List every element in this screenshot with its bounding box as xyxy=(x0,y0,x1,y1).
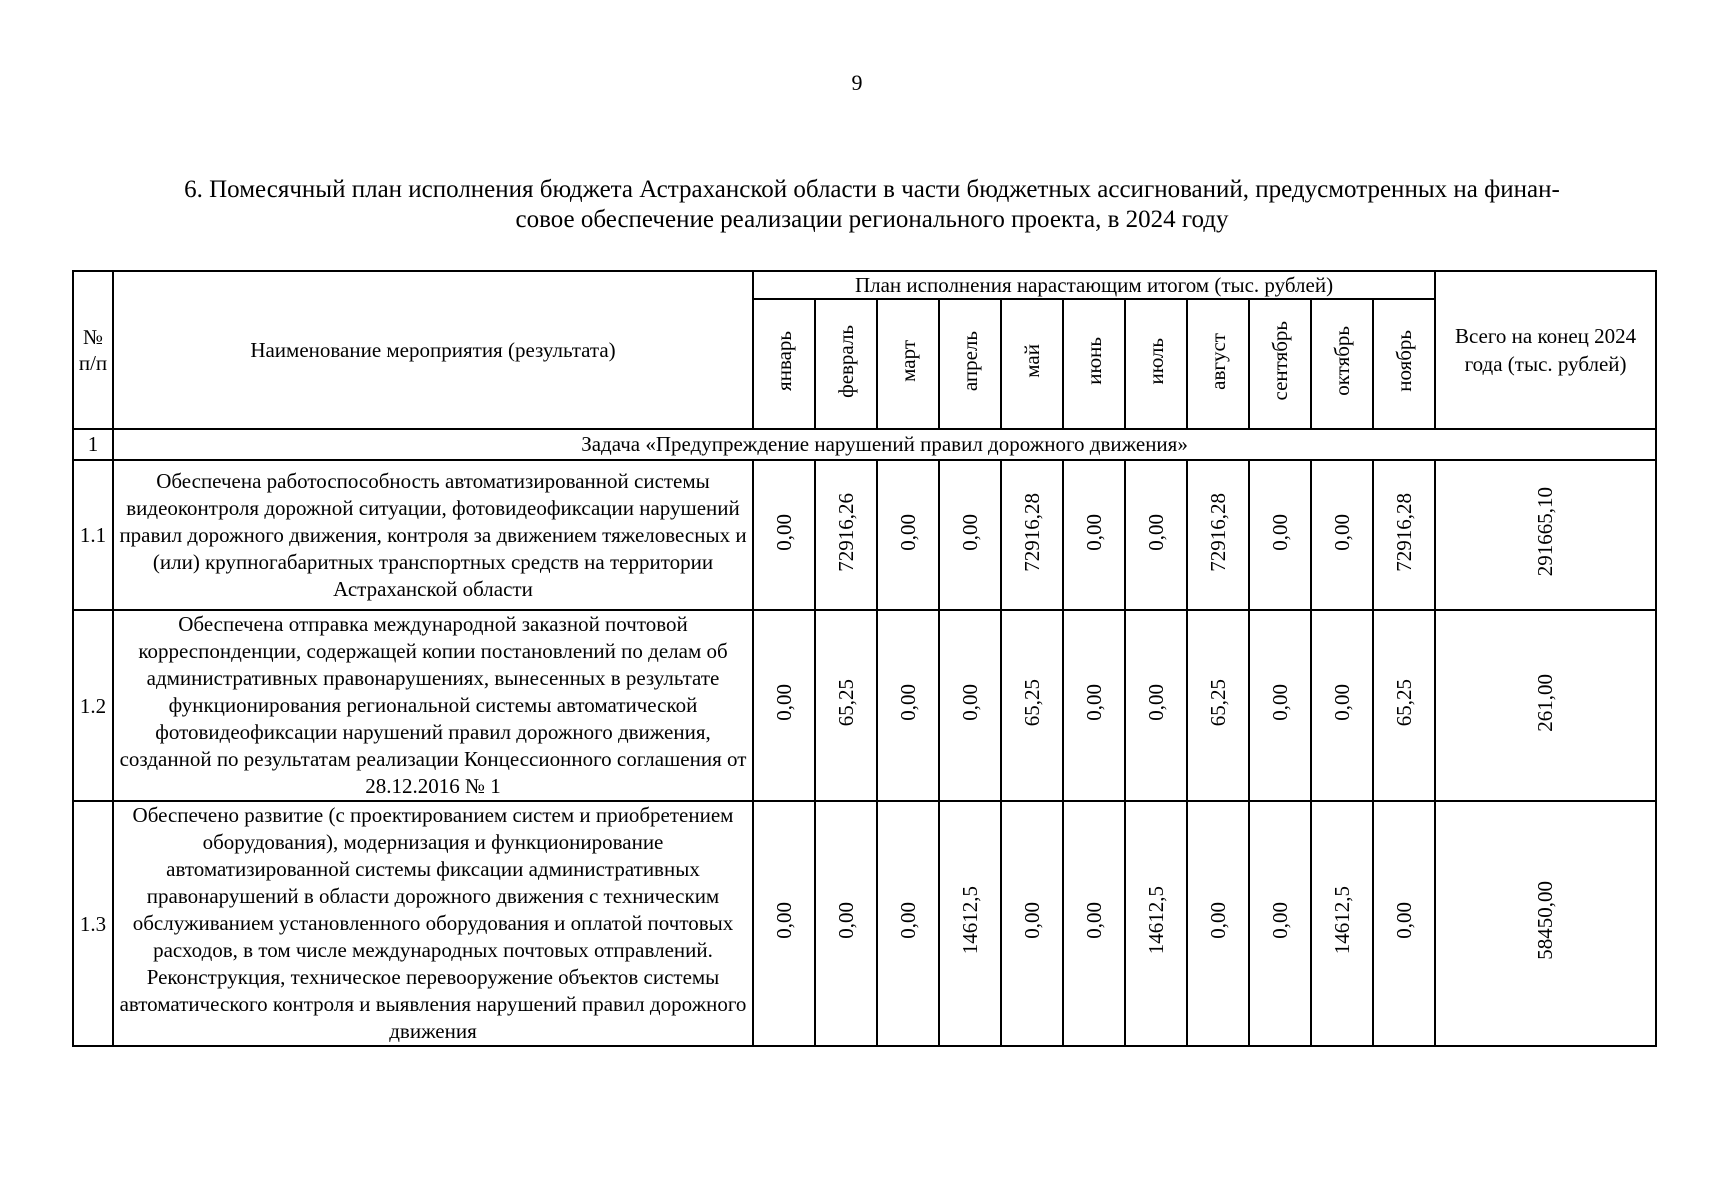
month-value: 0,00 xyxy=(895,513,920,551)
month-value-cell xyxy=(939,460,1001,610)
task-title: Задача «Предупреждение нарушений правил дорожного движения» xyxy=(113,429,1656,460)
month-label: январь xyxy=(771,331,796,391)
month-value-cell xyxy=(1125,460,1187,610)
month-value: 0,00 xyxy=(1081,513,1106,551)
month-value: 0,00 xyxy=(771,902,796,939)
month-value-cell xyxy=(1001,460,1063,610)
month-value-cell xyxy=(1249,801,1311,1046)
month-value: 0,00 xyxy=(1081,902,1106,939)
row-total: 261,00 xyxy=(1533,673,1558,732)
month-value: 0,00 xyxy=(1267,684,1292,721)
header-name: Наименование мероприятия (результата) xyxy=(113,271,753,429)
month-value-cell xyxy=(1125,610,1187,801)
month-value-cell xyxy=(1249,610,1311,801)
month-value-cell xyxy=(1373,460,1435,610)
month-value-cell xyxy=(939,610,1001,801)
month-value-cell xyxy=(1125,801,1187,1046)
month-value: 72916,28 xyxy=(1019,492,1044,572)
month-value-cell xyxy=(1187,801,1249,1046)
month-value-cell xyxy=(1063,610,1125,801)
month-value: 0,00 xyxy=(895,902,920,939)
month-value-cell xyxy=(1063,460,1125,610)
task-num: 1 xyxy=(73,429,113,460)
month-value: 72916,28 xyxy=(1205,492,1230,572)
month-value: 0,00 xyxy=(957,513,982,551)
month-value: 0,00 xyxy=(1267,513,1292,551)
row-name: Обеспечено развитие (с проектированием систем и приобретением оборудования), модернизация и функционирование автоматизированной системы фиксации административных правонарушений в области дорожного движения с техническим обслуживанием установленного оборудования и оплатой почтовых расходов, в том числе международных почтовых отправлений. Реконструкция, техническое перевооружение объектов системы автоматического контроля и выявления нарушений правил дорожного движения xyxy=(113,801,753,1046)
month-value-cell xyxy=(1063,801,1125,1046)
table-row xyxy=(73,610,1656,801)
month-label: март xyxy=(895,340,920,382)
month-value-cell xyxy=(1373,801,1435,1046)
month-value: 0,00 xyxy=(771,684,796,721)
month-value-cell xyxy=(815,801,877,1046)
month-value-cell xyxy=(1311,610,1373,801)
table-row xyxy=(73,460,1656,610)
task-row xyxy=(73,429,1656,460)
row-total: 291665,10 xyxy=(1533,487,1558,577)
month-value: 0,00 xyxy=(771,513,796,551)
header-total: Всего на конец 2024 года (тыс. рублей) xyxy=(1435,271,1656,429)
month-value: 14612,5 xyxy=(957,886,982,955)
month-value: 72916,26 xyxy=(833,492,858,572)
month-label: сентябрь xyxy=(1267,321,1292,401)
header-month-9 xyxy=(1311,299,1373,429)
month-value-cell xyxy=(1001,801,1063,1046)
row-num: 1.1 xyxy=(73,460,113,610)
month-value-cell xyxy=(1001,610,1063,801)
month-value: 65,25 xyxy=(833,678,858,727)
month-value-cell xyxy=(1187,610,1249,801)
page-number: 9 xyxy=(851,70,863,95)
month-value-cell xyxy=(1187,460,1249,610)
month-value-cell xyxy=(815,460,877,610)
month-value: 65,25 xyxy=(1019,678,1044,727)
document-title xyxy=(82,175,1662,235)
row-total-cell xyxy=(1435,610,1656,801)
month-value-cell xyxy=(939,801,1001,1046)
month-label: апрель xyxy=(957,330,982,392)
month-value: 65,25 xyxy=(1205,678,1230,727)
header-month-0 xyxy=(753,299,815,429)
month-label: ноябрь xyxy=(1391,330,1416,392)
budget-plan-table xyxy=(72,270,1657,1047)
header-month-1 xyxy=(815,299,877,429)
header-month-7 xyxy=(1187,299,1249,429)
header-month-10 xyxy=(1373,299,1435,429)
row-num: 1.2 xyxy=(73,610,113,801)
header-month-4 xyxy=(1001,299,1063,429)
month-value: 0,00 xyxy=(1143,684,1168,721)
month-label: июнь xyxy=(1081,337,1106,385)
title-line-2: совое обеспечение реализации регионального проекта, в 2024 году xyxy=(515,206,1229,233)
header-month-8 xyxy=(1249,299,1311,429)
month-value: 14612,5 xyxy=(1143,886,1168,955)
row-name: Обеспечена работоспособность автоматизированной системы видеоконтроля дорожной ситуации, фотовидеофиксации нарушений правил дорожного движения, контроля за движением тяжеловесных и (или) крупногабаритных транспортных средств на территории Астраханской области xyxy=(113,460,753,610)
month-value: 0,00 xyxy=(1019,902,1044,939)
month-label: август xyxy=(1205,332,1230,390)
month-value: 65,25 xyxy=(1391,678,1416,727)
month-label: февраль xyxy=(833,324,858,398)
month-value-cell xyxy=(877,610,939,801)
month-value-cell xyxy=(753,460,815,610)
month-value: 0,00 xyxy=(1205,902,1230,939)
month-value: 0,00 xyxy=(1391,902,1416,939)
month-value-cell xyxy=(877,460,939,610)
month-value: 0,00 xyxy=(1329,513,1354,551)
month-value-cell xyxy=(815,610,877,801)
month-value-cell xyxy=(1373,610,1435,801)
header-plan-group: План исполнения нарастающим итогом (тыс. рублей) xyxy=(753,271,1435,299)
month-value-cell xyxy=(1311,460,1373,610)
month-value-cell xyxy=(1311,801,1373,1046)
month-value: 0,00 xyxy=(957,684,982,721)
header-num: № п/п xyxy=(73,271,113,429)
month-value: 0,00 xyxy=(1329,684,1354,721)
month-value: 0,00 xyxy=(1081,684,1106,721)
month-value: 72916,28 xyxy=(1391,492,1416,572)
month-value-cell xyxy=(753,610,815,801)
row-num: 1.3 xyxy=(73,801,113,1046)
table-row xyxy=(73,801,1656,1046)
month-value-cell xyxy=(753,801,815,1046)
header-month-5 xyxy=(1063,299,1125,429)
header-month-6 xyxy=(1125,299,1187,429)
row-total-cell xyxy=(1435,801,1656,1046)
month-value: 0,00 xyxy=(833,902,858,939)
month-label: июль xyxy=(1143,337,1168,385)
month-value: 0,00 xyxy=(895,684,920,721)
header-month-3 xyxy=(939,299,1001,429)
month-value-cell xyxy=(877,801,939,1046)
month-label: октябрь xyxy=(1329,326,1354,396)
month-value: 0,00 xyxy=(1143,513,1168,551)
month-label: май xyxy=(1019,344,1044,378)
title-line-1: 6. Помесячный план исполнения бюджета Астраханской области в части бюджетных ассигнований, предусмотренных на финан- xyxy=(184,176,1560,203)
month-value: 14612,5 xyxy=(1329,886,1354,955)
month-value: 0,00 xyxy=(1267,902,1292,939)
month-value-cell xyxy=(1249,460,1311,610)
row-total-cell xyxy=(1435,460,1656,610)
row-total: 58450,00 xyxy=(1533,881,1558,960)
header-month-2 xyxy=(877,299,939,429)
row-name: Обеспечена отправка международной заказной почтовой корреспонденции, содержащей копии постановлений по делам об административных правонарушениях, вынесенных в результате функционирования региональной системы автоматической фотовидеофиксации нарушений правил дорожного движения, созданной по результатам реализации Концессионного соглашения от 28.12.2016 № 1 xyxy=(113,610,753,801)
